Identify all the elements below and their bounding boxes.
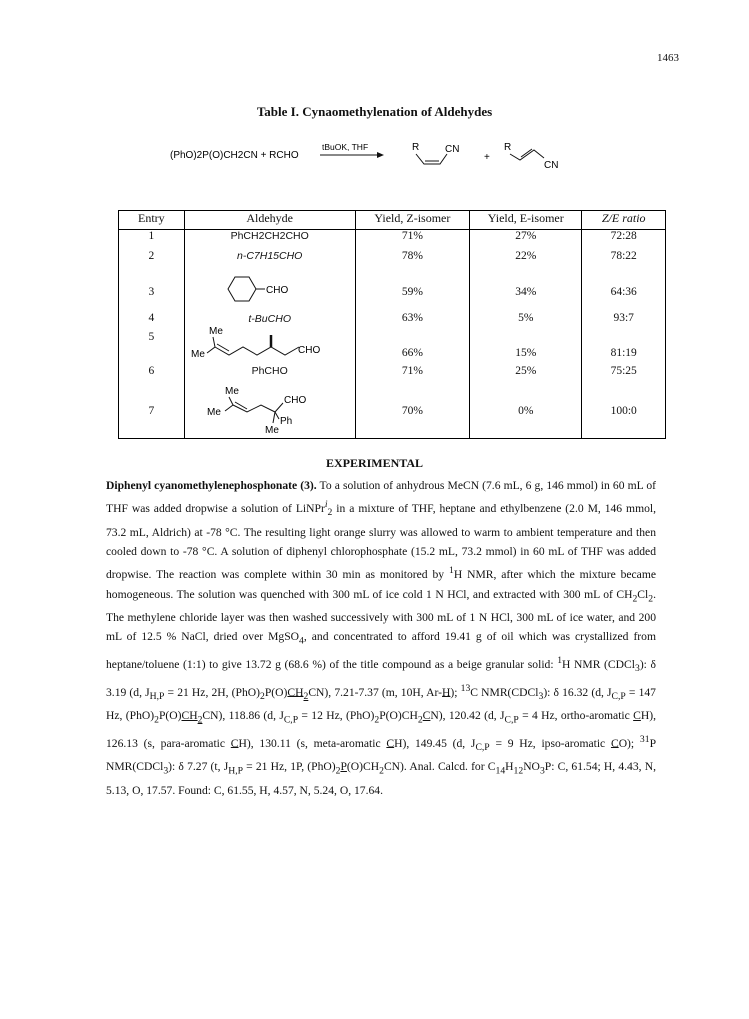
table-row [119,250,666,274]
svg-text:Ph: Ph [279,415,292,427]
yield-z-4: 63% [401,311,423,324]
aldehyde-cell: PhCHO [184,365,355,385]
aldehyde-cell [184,385,355,439]
scheme-plus: + [484,152,490,163]
table-header-row [119,211,666,230]
entry-4: 4 [148,311,155,324]
scheme-z-cn: CN [445,144,460,155]
svg-text:Me: Me [224,385,239,397]
yield-e-5: 15% [515,346,537,359]
yield-e-cell: 22% [470,250,582,274]
svg-text:Me: Me [206,406,221,418]
table-row [119,311,666,365]
yield-e-cell: 0% [470,385,582,439]
compound-name: Diphenyl cyanomethylenephosphonate (3). [106,479,317,492]
results-table [118,210,666,439]
yield-e-cell: 27% [470,230,582,250]
ratio-cell: 78:22 [582,250,666,274]
svg-text:CHO: CHO [283,394,306,406]
experimental-heading: EXPERIMENTAL [325,456,424,470]
ratio-5: 81:19 [610,346,637,359]
header-entry: Entry [119,211,185,230]
reaction-scheme [170,138,590,176]
phenyl-aldehyde-structure [185,385,355,435]
entry-cell: 3 [119,274,185,311]
yield-z-cell: 70% [355,385,469,439]
scheme-conditions: tBuOK, THF [322,142,369,152]
entry-cell: 1 [119,230,185,250]
yield-z-5: 66% [401,346,423,359]
entry-cell [119,311,185,365]
table-title: Table I. Cynaomethylenation of Aldehydes [256,104,493,119]
scheme-reagents: (PhO)2P(O)CH2CN + RCHO [170,150,299,161]
cyclohexanecarboxaldehyde-structure [185,274,355,308]
svg-text:Me: Me [264,424,279,435]
ratio-4: 93:7 [613,311,634,324]
ratio-cell: 64:36 [582,274,666,311]
scheme-e-r: R [504,142,512,153]
entry-cell: 7 [119,385,185,439]
header-yield-z: Yield, Z-isomer [355,211,469,230]
entry-5: 5 [148,330,155,343]
table-row [119,365,666,385]
scheme-z-r: R [412,142,420,153]
header-aldehyde: Aldehyde [184,211,355,230]
ratio-cell [582,311,666,365]
table-row [119,385,666,439]
svg-text:Me: Me [190,348,205,360]
aldehyde-cell: PhCH2CH2CHO [184,230,355,250]
yield-z-cell: 78% [355,250,469,274]
ratio-cell: 100:0 [582,385,666,439]
yield-e-cell [470,311,582,365]
svg-text:CHO: CHO [297,344,320,356]
yield-z-cell [355,311,469,365]
yield-z-cell: 71% [355,230,469,250]
experimental-paragraph: Diphenyl cyanomethylenephosphonate (3). To a solution of anhydrous MeCN (7.6 mL, 6 g, 146 mmol) in 60 mL of THF was added dropwise a solution of LiNPr$^i_2$ in a mixture of THF, heptane and ethylbenzene (2.0 M, 146 mmol, 73.2 mL, Aldrich) at -78 °C. The resulting light orange slurry was allowed to warm to ambient temperature and then cooled down to -78 °C. A solution of diphenyl chlorophosphate (15.2 mL, 73.2 mmol) in 60 mL of THF was added dropwise. The reaction was complete within 30 min as monitored by $^1$H NMR, after which the mixture became homogeneous. The solution was quenched with 300 mL of ice cold 1 N HCl, and extracted with 300 mL of $CH_2Cl_2$. The methylene chloride layer was then washed successively with 300 mL of 1 N HCl, 300 mL of ice water, and 200 mL of 12.5 % NaCl, dried over MgSO$_4$, and concentrated to afford 19.41 g of oil which was crystallized from heptane/toluene (1:1) to give 13.72 g (68.6 %) of the title compound as a beige granular solid: $^1$H NMR (CDCl$_3$): δ 3.19 (d, $J_{H,P} = 21$ Hz, 2H, $(PhO)_2P(O)CH_2CN$), 7.21-7.37 (m, 10H, Ar-H); $^{13}$C NMR(CDCl$_3$): δ 16.32 (d, $J_{C,P} = 147$ Hz, $(PhO)_2P(O)CH_2CN$), 118.86 (d, $J_{C,P} = 12$ Hz, $(PhO)_2P(O)CH_2CN$), 120.42 (d, $J_{C,P} = 4$ Hz, ortho-aromatic CH), 126.13 (s, para-aromatic CH), 130.11 (s, meta-aromatic CH), 149.45 (d, $J_{C,P} = 9$ Hz, ipso-aromatic CO); $^{31}$P NMR(CDCl$_3$): δ 7.27 (t, $J_{H,P} = 21$ Hz, 1P, $(PhO)_2P(O)CH_2CN$). Anal. Calcd. for $C_{14}H_{12}NO_3P$: C, 61.54; H, 4.43, N, 5.13, O, 17.57. Found: C, 61.55, H, 4.57, N, 5.24, O, 17.64. [106,479,657,797]
yield-z-cell: 59% [355,274,469,311]
yield-z-cell: 71% [355,365,469,385]
table-row [119,274,666,311]
scheme-arrowhead [377,152,384,158]
ratio-cell: 75:25 [582,365,666,385]
header-yield-e: Yield, E-isomer [470,211,582,230]
scheme-e-cn: CN [544,160,559,171]
yield-e-4: 5% [518,311,534,324]
entry-cell: 2 [119,250,185,274]
scheme-z-alkene [416,154,447,164]
page-number: 1463 [657,52,679,64]
svg-text:Me: Me [208,325,223,337]
citronellal-structure [185,325,355,361]
aldehyde-cell [184,311,355,365]
scheme-e-alkene [510,150,544,160]
entry-cell: 6 [119,365,185,385]
yield-e-cell: 25% [470,365,582,385]
aldehyde-cell [184,274,355,311]
header-ratio: Z/E ratio [582,211,666,230]
aldehyde-cell: n-C7H15CHO [184,250,355,274]
ratio-cell: 72:28 [582,230,666,250]
aldehyde-4: t-BuCHO [248,312,291,325]
table-row [119,230,666,250]
yield-e-cell: 34% [470,274,582,311]
svg-text:CHO: CHO [265,284,288,296]
